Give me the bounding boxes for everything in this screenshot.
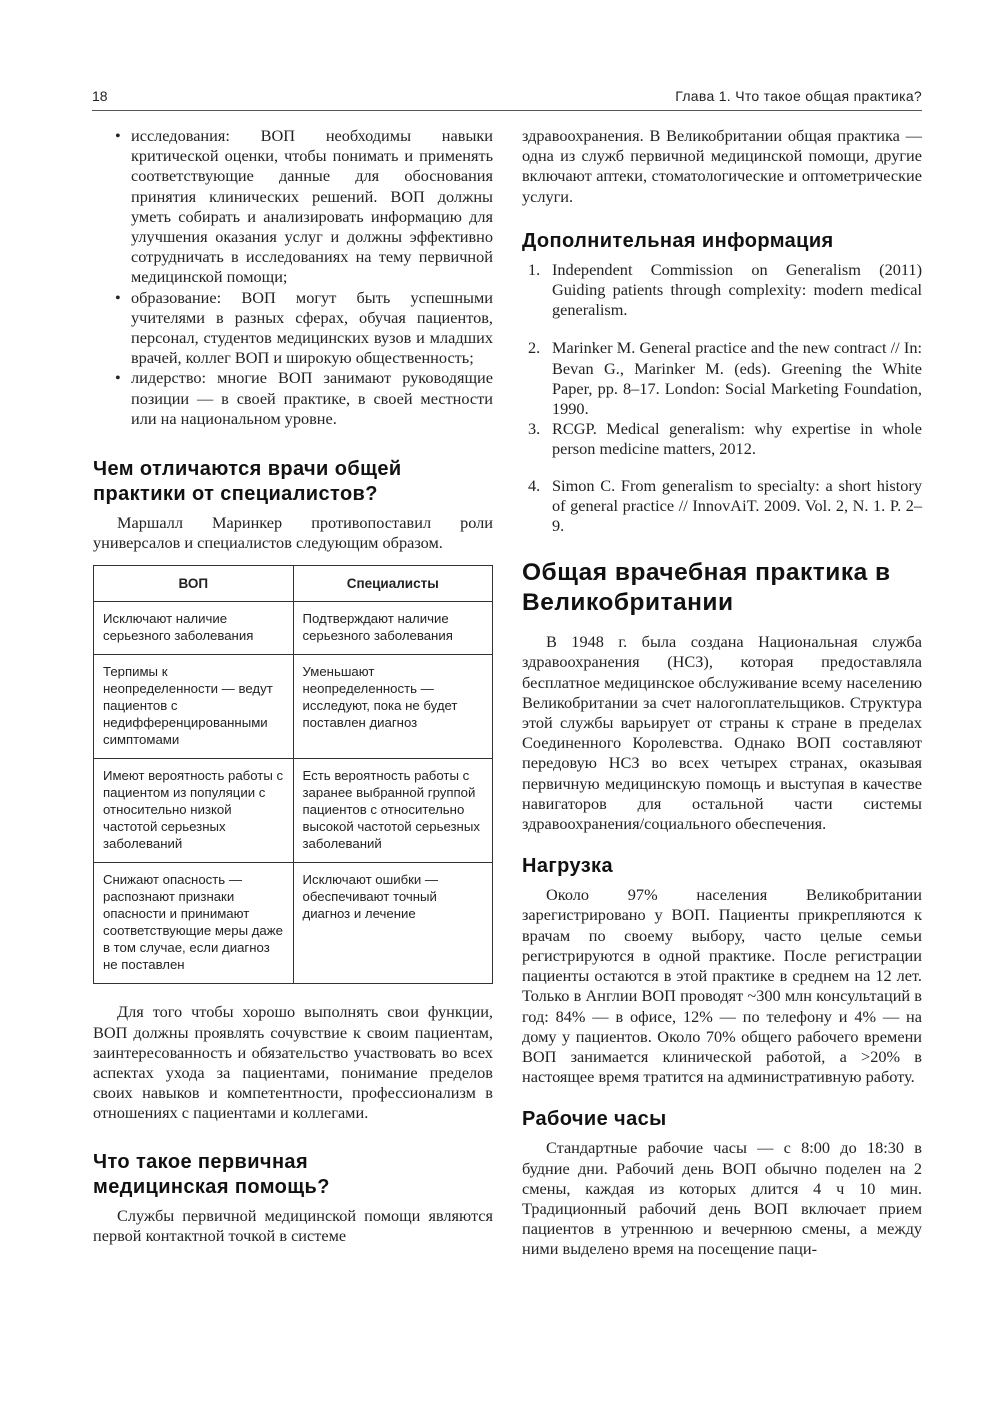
reference-item: 2. Marinker M. General practice and the new contract // In: Bevan G., Marinker M. (eds). Greening the White Paper, pp. 8–17. London: Social Marketing Foundation, 1990. [528, 338, 922, 419]
references-list [522, 260, 922, 536]
table-cell: Есть вероятность работы с заранее выбранной группой пациентов с относительно высокой частотой серьезных заболеваний [293, 759, 493, 863]
table-row [94, 759, 493, 863]
table-row [94, 655, 493, 759]
table-cell: Подтверждают наличие серьезного заболевания [293, 602, 493, 655]
table-cell: Исключают ошибки — обеспечивают точный диагноз и лечение [293, 863, 493, 984]
paragraph-primary-care: Службы первичной медицинской помощи являются первой контактной точкой в системе [93, 1205, 493, 1245]
skills-list [93, 126, 493, 429]
chapter-title: Глава 1. Что такое общая практика? [675, 88, 922, 104]
table-cell: Исключают наличие серьезного заболевания [94, 602, 294, 655]
section-heading-further-info: Дополнительная информация [522, 229, 834, 252]
reference-item: 3. RCGP. Medical generalism: why expertise in whole person medicine matters, 2012. [528, 419, 922, 459]
page-number: 18 [92, 88, 108, 104]
section-heading-workload: Нагрузка [522, 855, 613, 878]
table-header-gp: ВОП [94, 566, 294, 602]
running-header [92, 86, 922, 111]
left-column [93, 126, 493, 1246]
list-item: • лидерство: многие ВОП занимают руководящие позиции — в своей практике, в своей местности или на национальном уровне. [115, 368, 493, 428]
section-intro: Маршалл Маринкер противопоставил роли универсалов и специалистов следующим образом. [93, 513, 493, 553]
section-heading-hours: Рабочие часы [522, 1108, 667, 1131]
main-section-heading: Общая врачебная практика в Великобритании [522, 559, 891, 617]
section-heading-primary-care: Что такое первичная медицинская помощь? [93, 1150, 330, 1198]
paragraph-continuation: здравоохранения. В Великобритании общая практика — одна из служб первичной медицинской помощи, другие включают аптеки, стоматологические и оптометрические услуги. [522, 126, 922, 206]
table-row [94, 602, 493, 655]
list-item: • образование: ВОП могут быть успешными учителями в разных сферах, обучая пациентов, персонал, студентов медицинских вузов и младших врачей, коллег ВОП и широкую общественность; [115, 287, 493, 368]
comparison-table [93, 565, 493, 984]
reference-item: 4. Simon C. From generalism to specialty: a short history of general practice // InnovAiT. 2009. Vol. 2, N. 1. P. 2–9. [528, 475, 922, 536]
section-heading-differences: Чем отличаются врачи общей практики от специалистов? [93, 458, 402, 506]
paragraph-gp-qualities: Для того чтобы хорошо выполнять свои функции, ВОП должны проявлять сочувствие к своим пациентам, заинтересованность и обязательство участвовать во всех аспектах ухода за пациентами, понимание пределов своих навыков и компетентности, профессионализм в отношениях с пациентами и коллегами. [93, 1002, 493, 1123]
list-item: • исследования: ВОП необходимы навыки критической оценки, чтобы понимать и применять соответствующие данные для обоснования принятия клинических решений. ВОП должны уметь собирать и анализировать информацию для улучшения оказания услуг и должны эффективно сотрудничать в исследованиях на тему первичной медицинской помощи; [115, 126, 493, 287]
paragraph-workload: Около 97% населения Великобритании зарегистрировано у ВОП. Пациенты прикрепляются к врачам по своему выбору, часто целые семьи регистрируются в одной практике. После регистрации пациенты остаются в этой практике в среднем на 12 лет. Только в Англии ВОП проводят ~300 млн консультаций в год: 84% — в офисе, 12% — по телефону и 4% — на дому у пациентов. Около 70% общего рабочего времени ВОП занимается клинической работой, а >20% в настоящее время тратится на административную работу. [522, 885, 922, 1087]
table-row [94, 863, 493, 984]
table-cell: Уменьшают неопределенность — исследуют, пока не будет поставлен диагноз [293, 655, 493, 759]
right-column [522, 126, 922, 1260]
paragraph-nhs: В 1948 г. была создана Национальная служба здравоохранения (НСЗ), которая предоставляла бесплатное медицинское обслуживание всему населению Великобритании за счет налогоплательщиков. Структура этой службы варьирует от страны к стране в пределах Соединенного Королевства. Однако ВОП составляют передовую НСЗ во всех четырех странах, оказывая первичную медицинскую помощь и выступая в качестве навигаторов для остальной части системы здравоохранения/социального обеспечения. [522, 632, 922, 834]
reference-item: 1. Independent Commission on Generalism (2011) Guiding patients through complexity: modern medical generalism. [528, 259, 922, 320]
table-header-specialists: Специалисты [293, 566, 493, 602]
table-cell: Имеют вероятность работы с пациентом из популяции с относительно низкой частотой серьезных заболеваний [94, 759, 294, 863]
paragraph-hours: Стандартные рабочие часы — с 8:00 до 18:30 в будние дни. Рабочий день ВОП обычно поделен на 2 смены, каждая из которых длится 4 ч 10 мин. Традиционный рабочий день ВОП включает прием пациентов в утреннюю и вечернюю смены, а между ними выделено время на посещение паци- [522, 1138, 922, 1259]
table-cell: Снижают опасность — распознают признаки опасности и принимают соответствующие меры даже в том случае, если диагноз не поставлен [94, 863, 294, 984]
table-cell: Терпимы к неопределенности — ведут пациентов с недифференцированными симптомами [94, 655, 294, 759]
